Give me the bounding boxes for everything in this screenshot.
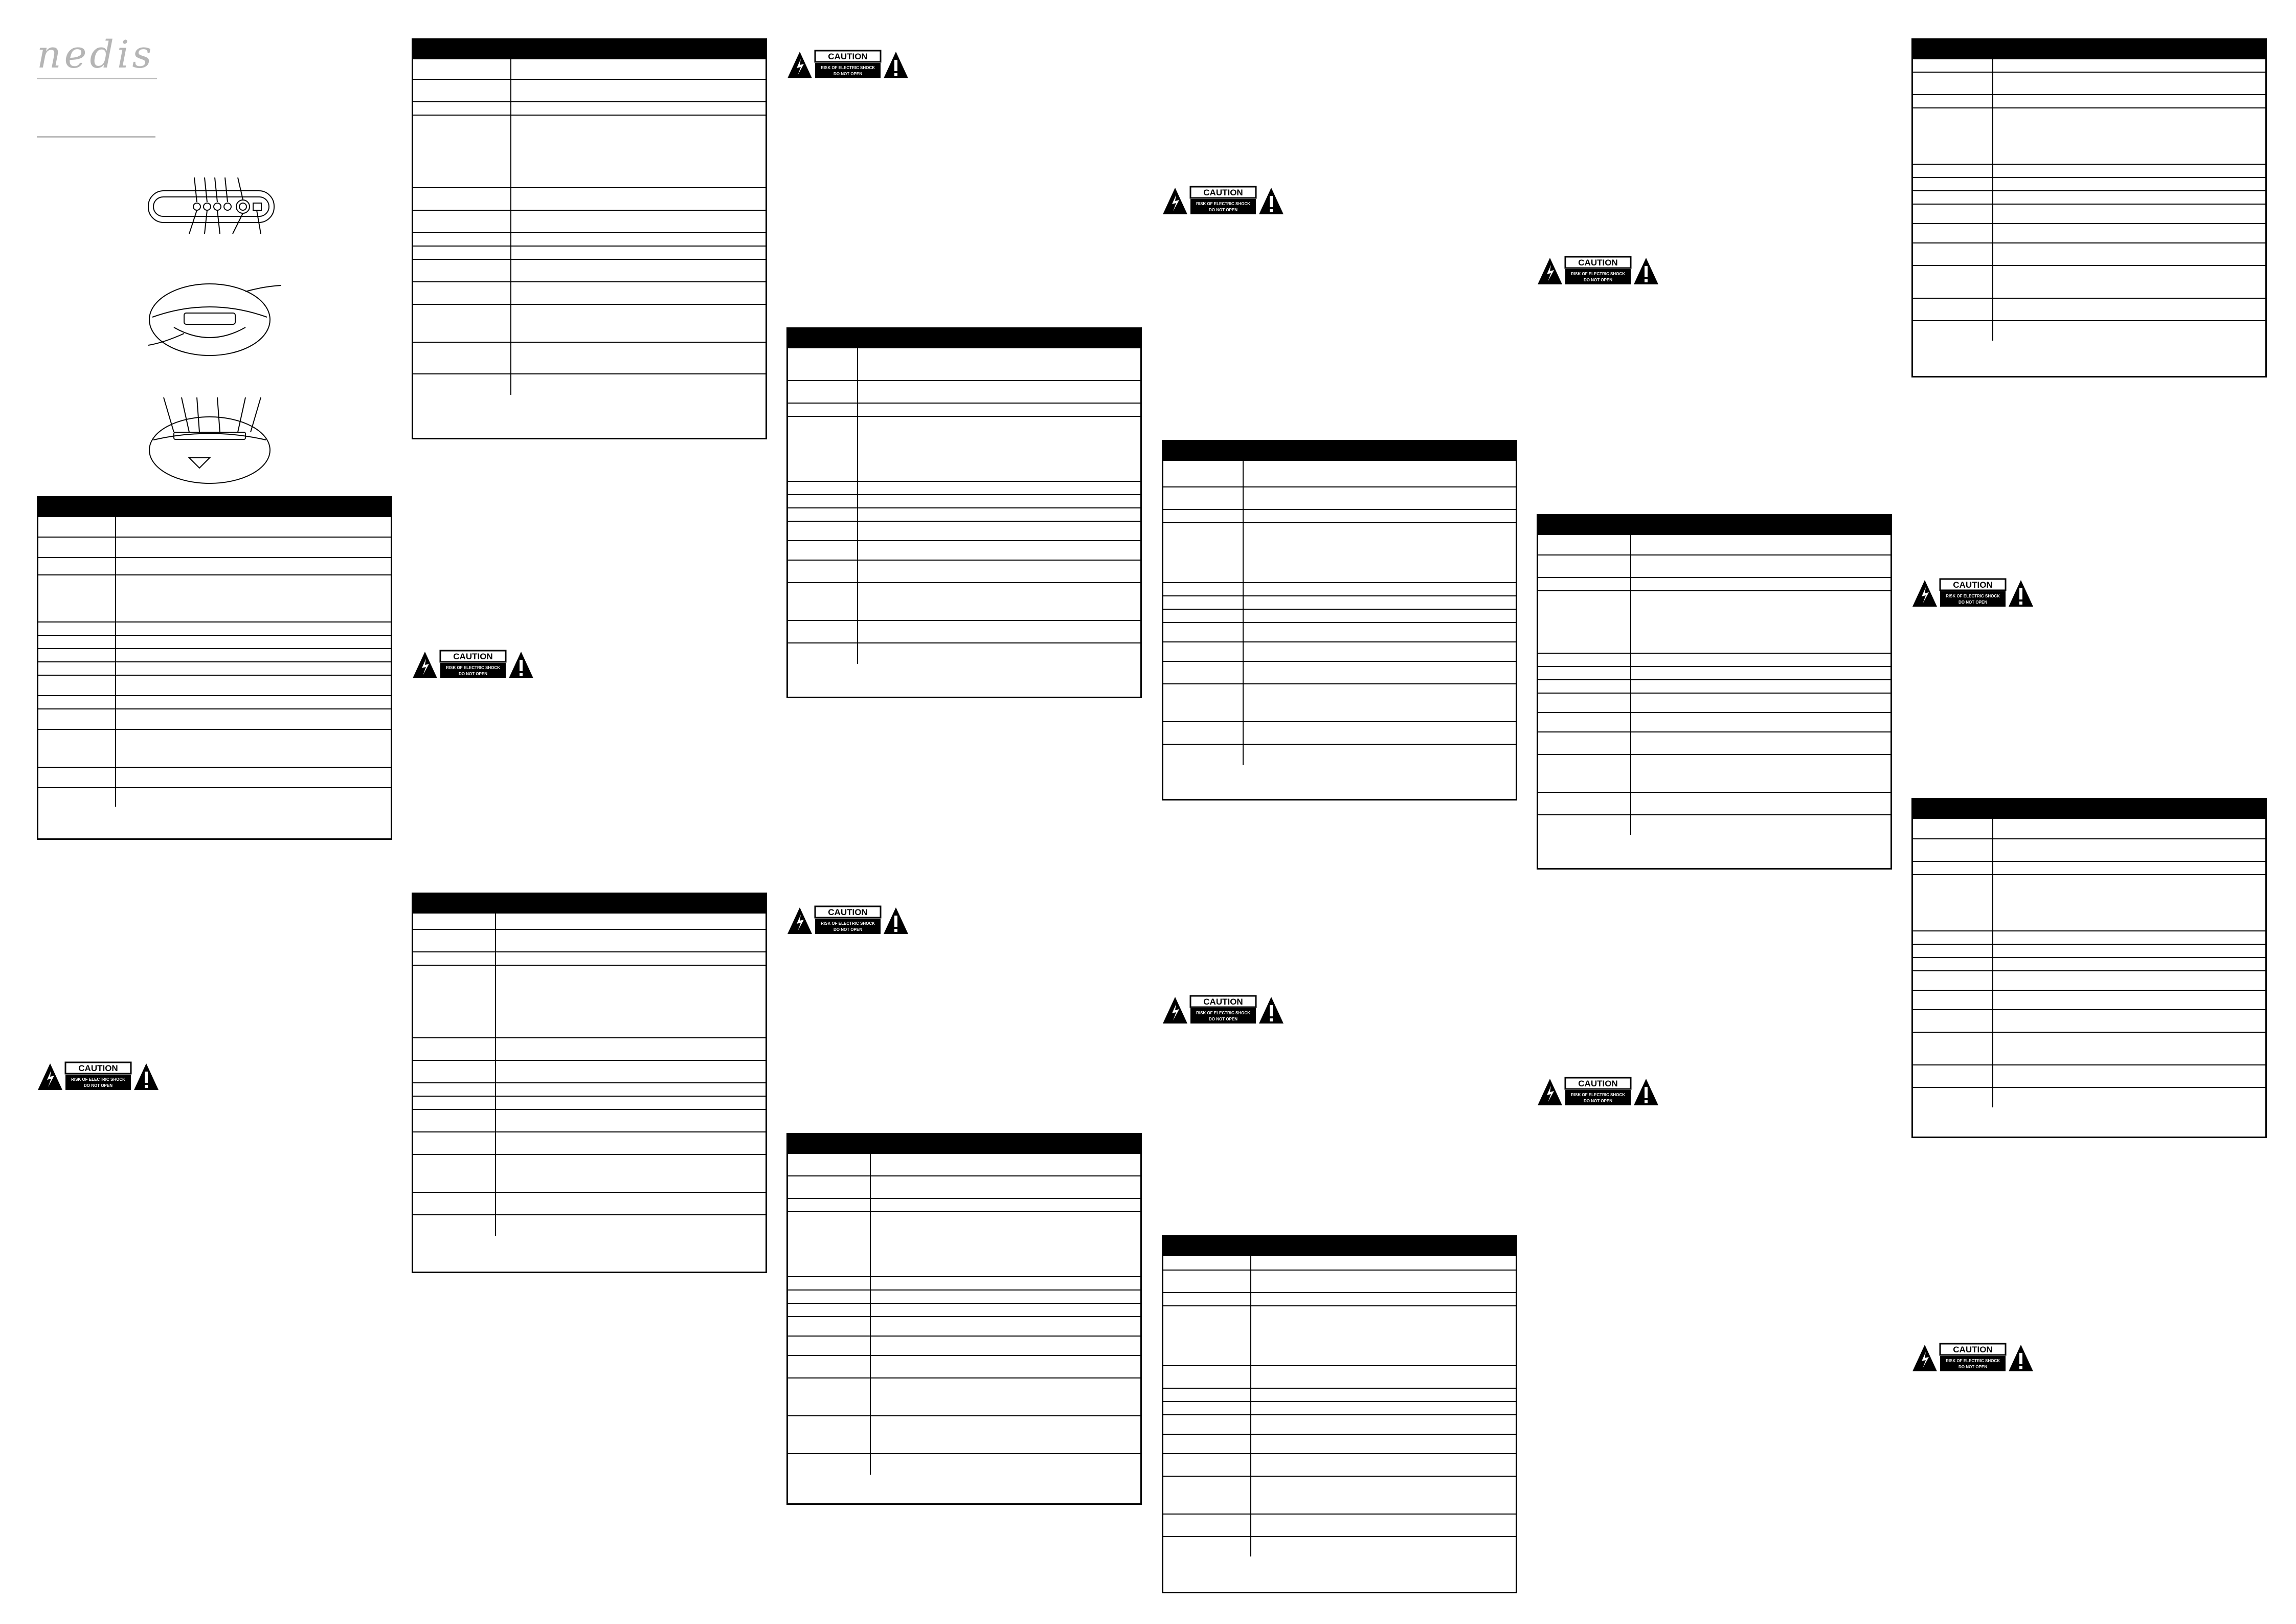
caution-warning-label [1162, 995, 1285, 1025]
caution-warning-label [1911, 578, 2034, 608]
exclamation-warning-icon [134, 1063, 159, 1090]
exclamation-warning-icon [884, 52, 908, 78]
lightning-warning-icon [1538, 1079, 1562, 1105]
caution-line-2: DO NOT OPEN [458, 672, 488, 676]
exclamation-warning-icon [884, 907, 908, 934]
spec-table [1911, 798, 2267, 1138]
caution-line-2: DO NOT OPEN [1958, 600, 1988, 605]
spec-table-header [1913, 40, 2265, 58]
caution-line-2: DO NOT OPEN [833, 927, 863, 932]
spec-table [786, 1133, 1142, 1505]
brand-logo [37, 33, 157, 77]
caution-title: CAUTION [1203, 188, 1243, 197]
caution-title: CAUTION [828, 52, 868, 61]
caution-line-2: DO NOT OPEN [1583, 1099, 1613, 1103]
spec-table-header [413, 40, 766, 58]
caution-line-2: DO NOT OPEN [1208, 1017, 1238, 1021]
spec-table [786, 327, 1142, 698]
caution-line-1: RISK OF ELECTRIC SHOCK [1946, 1359, 2000, 1363]
spec-table-header [413, 894, 766, 913]
caution-title: CAUTION [1953, 580, 1993, 590]
spec-table [412, 893, 767, 1273]
caution-title: CAUTION [1203, 997, 1243, 1007]
caution-line-1: RISK OF ELECTRIC SHOCK [1571, 1093, 1625, 1097]
caution-line-1: RISK OF ELECTRIC SHOCK [446, 665, 500, 670]
caution-warning-label [1162, 186, 1285, 215]
exclamation-warning-icon [1259, 188, 1284, 214]
caution-warning-label [37, 1061, 160, 1091]
caution-warning-label [1911, 1343, 2034, 1372]
caution-line-2: DO NOT OPEN [833, 72, 863, 76]
spec-table-header [38, 498, 391, 516]
caution-line-2: DO NOT OPEN [1958, 1365, 1988, 1369]
spec-table [1162, 440, 1517, 800]
spec-table-header [1163, 441, 1516, 460]
exclamation-warning-icon [509, 652, 533, 678]
caution-line-1: RISK OF ELECTRIC SHOCK [71, 1077, 125, 1082]
lightning-warning-icon [1912, 580, 1937, 607]
caution-warning-label [786, 50, 909, 79]
lightning-warning-icon [38, 1063, 62, 1090]
boombox-rear-view-illustration [143, 396, 286, 488]
lightning-warning-icon [1912, 1345, 1937, 1371]
caution-line-2: DO NOT OPEN [83, 1083, 113, 1088]
caution-title: CAUTION [828, 907, 868, 917]
spec-table-header [1913, 799, 2265, 818]
divider [37, 136, 155, 138]
lightning-warning-icon [1163, 997, 1187, 1024]
spec-table [1537, 514, 1892, 870]
caution-title: CAUTION [1953, 1345, 1993, 1354]
caution-title: CAUTION [1578, 1079, 1618, 1088]
lightning-warning-icon [787, 907, 812, 934]
exclamation-warning-icon [1634, 258, 1658, 284]
lightning-warning-icon [1538, 258, 1562, 284]
caution-line-2: DO NOT OPEN [1583, 278, 1613, 282]
caution-line-1: RISK OF ELECTRIC SHOCK [1196, 1011, 1250, 1015]
caution-warning-label [1537, 256, 1659, 285]
caution-title: CAUTION [1578, 258, 1618, 268]
spec-table [37, 496, 392, 840]
exclamation-warning-icon [1634, 1079, 1658, 1105]
exclamation-warning-icon [1259, 997, 1284, 1024]
caution-line-1: RISK OF ELECTRIC SHOCK [1571, 272, 1625, 276]
logo-rule [37, 78, 157, 79]
spec-table [1162, 1235, 1517, 1593]
caution-line-2: DO NOT OPEN [1208, 208, 1238, 212]
spec-table-header [1538, 516, 1890, 534]
logo-text: nedis [37, 33, 155, 77]
spec-table-header [1163, 1237, 1516, 1255]
boombox-top-view-illustration [143, 176, 281, 235]
caution-warning-label [786, 905, 909, 935]
caution-line-1: RISK OF ELECTRIC SHOCK [1946, 594, 2000, 598]
exclamation-warning-icon [2009, 580, 2033, 607]
lightning-warning-icon [1163, 188, 1187, 214]
spec-table-header [788, 1134, 1140, 1153]
spec-table-header [788, 329, 1140, 347]
spec-table [412, 38, 767, 439]
boombox-front-view-illustration [143, 276, 286, 361]
spec-table [1911, 38, 2267, 377]
caution-title: CAUTION [78, 1063, 118, 1073]
lightning-warning-icon [413, 652, 437, 678]
caution-line-1: RISK OF ELECTRIC SHOCK [821, 921, 875, 926]
lightning-warning-icon [787, 52, 812, 78]
caution-line-1: RISK OF ELECTRIC SHOCK [821, 65, 875, 70]
caution-warning-label [412, 650, 534, 679]
caution-title: CAUTION [453, 652, 493, 661]
caution-warning-label [1537, 1077, 1659, 1106]
caution-line-1: RISK OF ELECTRIC SHOCK [1196, 202, 1250, 206]
exclamation-warning-icon [2009, 1345, 2033, 1371]
